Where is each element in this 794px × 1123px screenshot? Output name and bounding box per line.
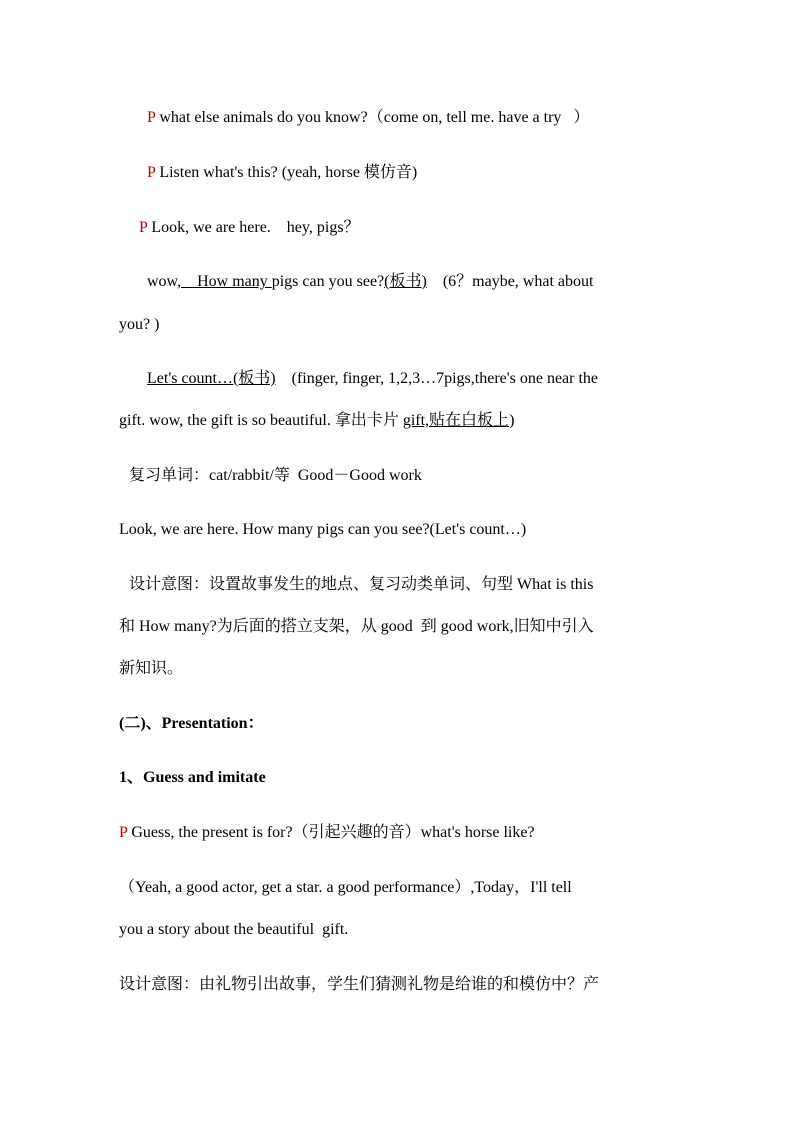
subsection-heading bbox=[119, 768, 266, 788]
speaker-marker: P bbox=[119, 824, 128, 841]
underlined-text: , How many bbox=[177, 273, 272, 290]
line-text: Guess, the present is for?（引起兴趣的音）what's horse like? bbox=[127, 824, 535, 841]
paragraph-line bbox=[147, 108, 589, 128]
underlined-text: (板书) bbox=[384, 273, 427, 290]
speaker-marker: P bbox=[147, 164, 156, 181]
paragraph-line bbox=[119, 920, 348, 940]
underlined-text: Let's count…(板书) bbox=[147, 370, 276, 387]
line-text: Listen what's this? (yeah, horse 模仿音) bbox=[155, 164, 418, 181]
paragraph-line bbox=[147, 163, 417, 183]
line-text: 设计意图：设置故事发生的地点、复习动类单词、句型 What is this bbox=[129, 576, 594, 593]
paragraph-line bbox=[119, 823, 535, 843]
paragraph-line bbox=[119, 315, 159, 335]
line-text: 复习单词：cat/rabbit/等 Good－Good work bbox=[129, 467, 422, 484]
line-text: Look, we are here. How many pigs can you see?(Let's count…) bbox=[119, 521, 527, 538]
paragraph-line bbox=[119, 659, 183, 679]
paragraph-line bbox=[129, 466, 422, 486]
line-text: wow bbox=[147, 273, 178, 290]
line-text: pigs can you see? bbox=[271, 273, 385, 290]
paragraph-line bbox=[119, 975, 599, 995]
speaker-marker: P bbox=[139, 219, 148, 236]
speaker-marker: P bbox=[147, 109, 156, 126]
line-text: you a story about the beautiful gift. bbox=[119, 921, 349, 938]
line-text: (finger, finger, 1,2,3…7pigs,there's one near the bbox=[275, 370, 599, 387]
paragraph-line bbox=[119, 520, 526, 540]
line-text: Look, we are here. hey, pigs？ bbox=[147, 219, 360, 236]
line-text: 和 How many?为后面的搭立支架，从 good 到 good work,旧知中引入 bbox=[119, 618, 594, 635]
line-text: 新知识。 bbox=[119, 660, 184, 677]
line-text: gift. wow, the gift is so beautiful. 拿出卡片 bbox=[119, 412, 403, 429]
underlined-text: gift,贴在白板上 bbox=[402, 412, 510, 429]
paragraph-line bbox=[119, 617, 594, 637]
section-heading bbox=[119, 714, 264, 734]
paragraph-line bbox=[147, 272, 593, 292]
heading-text: (二)、Presentation： bbox=[119, 715, 264, 732]
line-text: ) bbox=[509, 412, 515, 429]
paragraph-line bbox=[119, 878, 572, 898]
paragraph-line bbox=[139, 218, 360, 238]
paragraph-line bbox=[147, 369, 598, 389]
line-text: 设计意图：由礼物引出故事，学生们猜测礼物是给谁的和模仿中？产 bbox=[119, 976, 600, 993]
line-text: what else animals do you know?（come on, tell me. have a try ） bbox=[155, 109, 590, 126]
line-text: you? ) bbox=[119, 316, 160, 333]
paragraph-line bbox=[119, 411, 514, 431]
line-text: （Yeah, a good actor, get a star. a good performance）,Today，I'll tell bbox=[119, 879, 572, 896]
paragraph-line bbox=[129, 575, 593, 595]
heading-text: 1、Guess and imitate bbox=[119, 769, 266, 786]
line-text: (6？maybe, what about bbox=[426, 273, 594, 290]
